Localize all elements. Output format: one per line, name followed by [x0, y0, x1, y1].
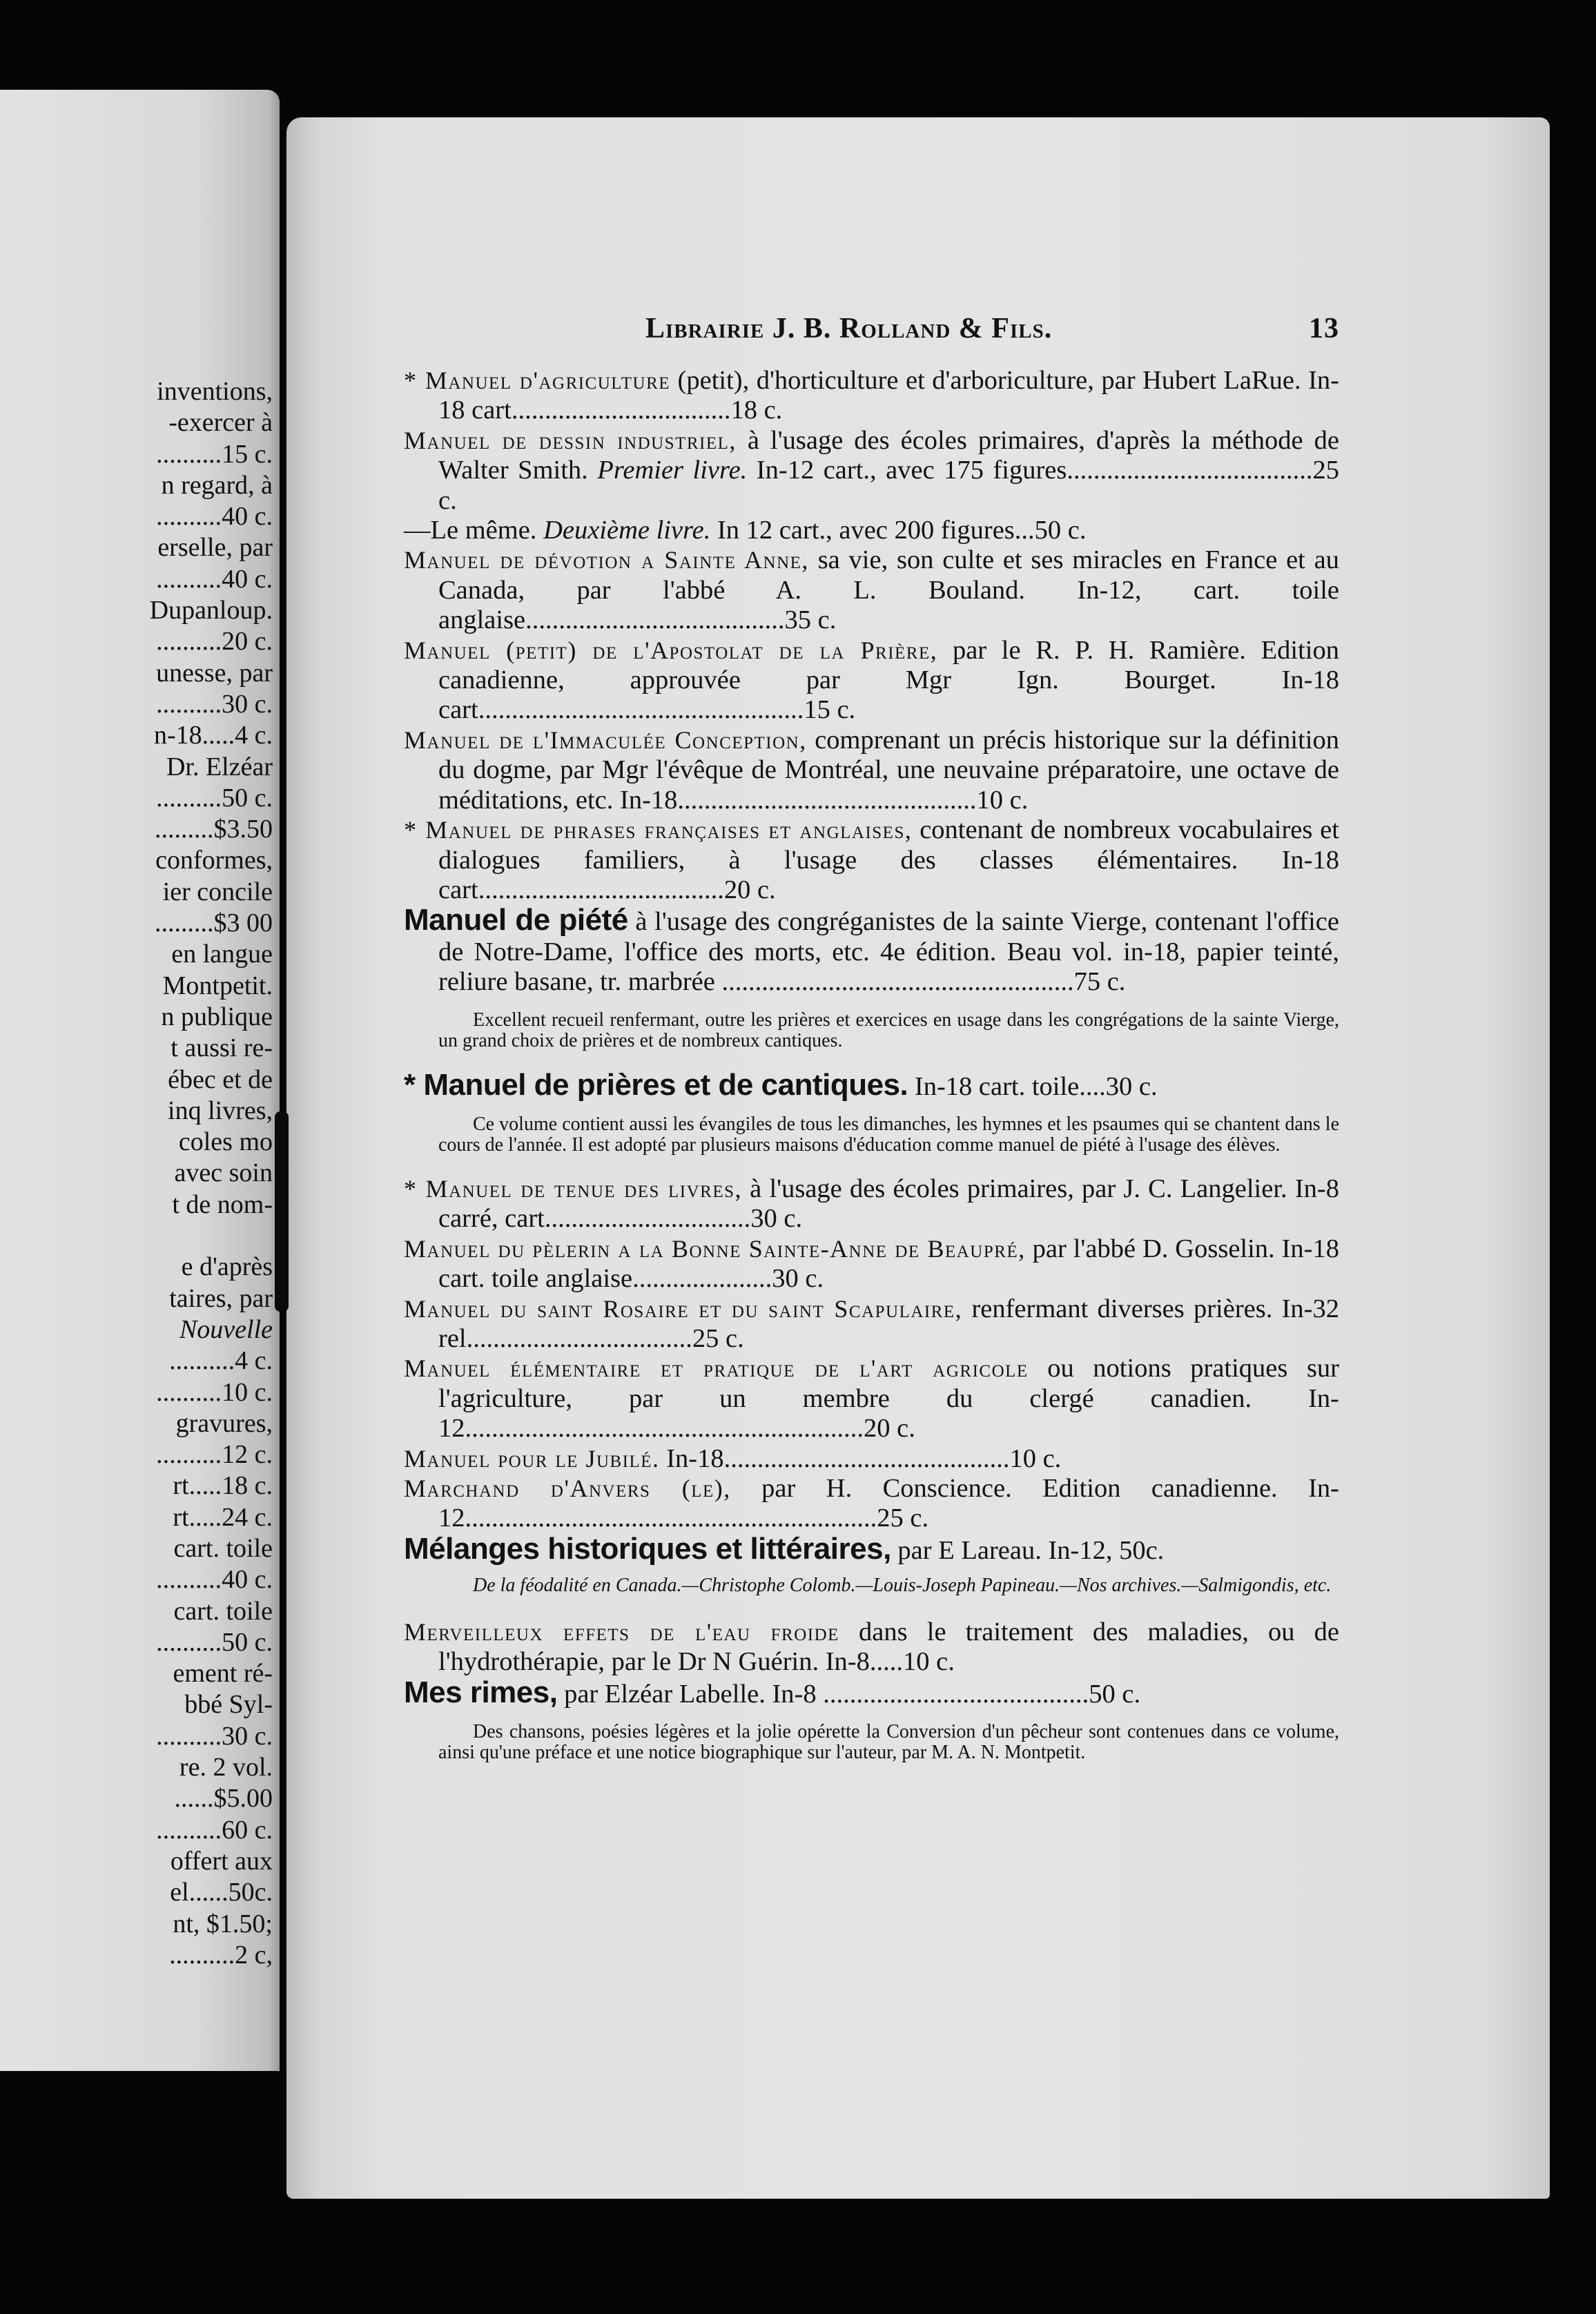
- left-page-line: bbé Syl-: [184, 1690, 273, 1720]
- left-page-line: cart. toile: [173, 1533, 273, 1563]
- catalogue-entry: [404, 1234, 1339, 1294]
- left-page-line: .........$3.50: [155, 815, 273, 844]
- left-page-line: ..........50 c.: [156, 783, 273, 813]
- entry-text: In 12 cart., avec 200 figures...50 c.: [710, 516, 1087, 545]
- entry-title: Manuel de l'Immaculée Conception,: [404, 726, 807, 754]
- left-page-line: coles mo: [178, 1127, 273, 1157]
- left-page-line: unesse, par: [156, 658, 273, 688]
- catalogue-entry: [404, 1531, 1339, 1566]
- left-page-line: ..........2 c,: [169, 1940, 273, 1970]
- catalogue-entry: [404, 1354, 1339, 1443]
- entry-note: Excellent recueil renfermant, outre les prières et exercices en usage dans les congrégations de la sainte Vierge, un grand choix de prières et de nombreux cantiques.: [438, 1009, 1339, 1052]
- entry-text: In-18...........................................10 c.: [659, 1443, 1062, 1473]
- left-page-line: Dr. Elzéar: [166, 752, 273, 781]
- catalogue-entry: [404, 1174, 1339, 1234]
- catalogue-entry: [404, 815, 1339, 905]
- left-page-line: en langue: [171, 940, 273, 969]
- running-header: [404, 314, 1339, 349]
- left-page-line: gravures,: [175, 1408, 273, 1438]
- entry-text: par le R. P. H. Ramière. Edition canadienne, approuvée par Mgr Ign. Bourget. In-18 cart.................................................15 c.: [438, 635, 1339, 725]
- left-page-text: [45, 376, 273, 1971]
- catalogue-entry: [404, 366, 1339, 426]
- entry-text: à l'usage des écoles primaires, d'après la méthode de Walter Smith.: [438, 425, 1339, 485]
- catalogue-entry: [404, 426, 1339, 516]
- left-page-line: ..........12 c.: [156, 1440, 273, 1470]
- entry-text: (petit), d'horticulture et d'arboriculture, par Hubert LaRue. In-18 cart.................................18 c.: [438, 366, 1340, 425]
- catalogue-entry: [404, 1067, 1339, 1102]
- left-page-line: inq livres,: [168, 1096, 273, 1125]
- left-page-line: ......$5.00: [174, 1784, 273, 1814]
- right-page-content: [404, 314, 1339, 1782]
- entry-title: Manuel de dessin industriel,: [404, 426, 737, 454]
- catalogue-entry: [404, 1294, 1339, 1354]
- left-page-line: ..........30 c.: [156, 1721, 273, 1751]
- left-page-line: n publique: [161, 1002, 273, 1031]
- catalogue-entry: [404, 545, 1339, 635]
- left-page-line: nt, $1.50;: [173, 1909, 273, 1938]
- entry-title: Manuel pour le Jubilé.: [404, 1444, 660, 1472]
- entry-title: Manuel de dévotion a Sainte Anne,: [404, 546, 809, 574]
- left-page-line: t aussi re-: [171, 1033, 273, 1063]
- entry-note: De la féodalité en Canada.—Christophe Colomb.—Louis-Joseph Papineau.—Nos archives.—Salmigondis, etc.: [473, 1575, 1332, 1597]
- entry-title: * Manuel d'agriculture: [404, 367, 671, 394]
- left-page-line: ier concile: [162, 877, 273, 906]
- left-page-line: e d'après: [181, 1252, 273, 1282]
- left-page-line: .........$3 00: [155, 908, 273, 938]
- left-page-line: Dupanloup.: [149, 596, 273, 625]
- left-page-line: ..........20 c.: [156, 627, 273, 657]
- catalogue-entries: [404, 366, 1339, 1764]
- left-page-line: erselle, par: [157, 533, 273, 563]
- left-page-line: ..........40 c.: [156, 502, 273, 532]
- left-page-line: ement ré-: [173, 1659, 273, 1689]
- entry-text: —Le même.: [404, 516, 544, 545]
- left-page-line: inventions,: [157, 377, 273, 406]
- entry-text: par E Lareau. In-12, 50c.: [891, 1535, 1165, 1565]
- left-page-line: offert aux: [170, 1846, 273, 1876]
- left-page-line: Montpetit.: [162, 971, 273, 1000]
- left-page-line: el......50c.: [170, 1878, 273, 1907]
- catalogue-entry: [404, 726, 1339, 815]
- binding-thread: [275, 1222, 289, 1312]
- entry-text: par Elzéar Labelle. In-8 ........................................50 c.: [557, 1679, 1141, 1709]
- entry-title: Marchand d'Anvers (le),: [404, 1475, 731, 1502]
- entry-title: Merveilleux effets de l'eau froide: [404, 1617, 839, 1646]
- entry-text: par H. Conscience. Edition canadienne. In-12..............................................................25 c.: [438, 1474, 1339, 1533]
- left-page-line: ..........50 c.: [156, 1627, 273, 1657]
- catalogue-entry: [404, 1617, 1339, 1678]
- entry-text: à l'usage des congréganistes de la sainte Vierge, contenant l'office de Notre-Dame, l'office des morts, etc. 4e édition. Beau vol. in-18, papier teinté, reliure basane, tr. marbrée .....................................................75 c.: [438, 907, 1339, 997]
- entry-title: * Manuel de phrases françaises et anglaises,: [404, 816, 913, 844]
- entry-text: dans le traitement des maladies, ou de l'hydrothérapie, par le Dr N Guérin. In-8.....10 c.: [438, 1617, 1340, 1677]
- entry-title: Manuel de piété: [404, 903, 628, 937]
- left-page-line: n regard, à: [161, 470, 273, 500]
- entry-title: Mélanges historiques et littéraires,: [404, 1531, 891, 1566]
- entry-title: * Manuel de prières et de cantiques.: [404, 1067, 908, 1102]
- entry-title: Manuel du saint Rosaire et du saint Scapulaire,: [404, 1294, 963, 1323]
- left-page-line: Nouvelle: [179, 1314, 273, 1344]
- entry-text: renfermant diverses prières. In-32 rel..................................25 c.: [438, 1294, 1339, 1353]
- left-page-line: ..........4 c.: [169, 1346, 273, 1376]
- entry-note: Des chansons, poésies légères et la jolie opérette la Conversion d'un pêcheur sont contenues dans ce volume, ainsi qu'une préface et une notice biographique sur l'auteur, par M. A. N. Montpetit.: [438, 1720, 1339, 1764]
- left-page-line: rt.....18 c.: [173, 1471, 273, 1501]
- left-page-line: ..........10 c.: [156, 1377, 273, 1407]
- entry-note: Ce volume contient aussi les évangiles de tous les dimanches, les hymnes et les psaumes qui se chantent dans le cours de l'année. Il est adopté par plusieurs maisons d'éducation comme manuel de piété à l'usage des élèves.: [438, 1113, 1339, 1156]
- entry-italic: Premier livre.: [597, 456, 748, 485]
- left-page-line: taires, par: [169, 1283, 273, 1313]
- left-page-line: ..........15 c.: [156, 439, 273, 469]
- entry-title: Mes rimes,: [404, 1675, 558, 1709]
- entry-title: Manuel élémentaire et pratique de l'art agricole: [404, 1354, 1029, 1383]
- catalogue-entry: [404, 1675, 1339, 1709]
- left-page-line: conformes,: [155, 846, 273, 875]
- entry-text: comprenant un précis historique sur la définition du dogme, par Mgr l'évêque de Montréal, une neuvaine préparatoire, une octave de méditations, etc. In-18.............................................10 c.: [438, 725, 1340, 815]
- left-page-line: re. 2 vol.: [179, 1753, 273, 1782]
- entry-text: In-12 cart., avec 175 figures.....................................25 c.: [438, 456, 1339, 515]
- entry-text: contenant de nombreux vocabulaires et dialogues familiers, à l'usage des classes élémentaires. In-18 cart.....................................20 c.: [438, 815, 1339, 904]
- left-page-line: n-18.....4 c.: [153, 721, 273, 750]
- left-page-line: ..........60 c.: [156, 1815, 273, 1845]
- entry-title: Manuel du pèlerin a la Bonne Sainte-Anne de Beaupré,: [404, 1234, 1026, 1263]
- left-page-line: -exercer à: [168, 408, 273, 438]
- entry-italic: Deuxième livre.: [543, 516, 711, 545]
- left-page-line: ébec et de: [168, 1064, 273, 1094]
- left-page-line: ..........30 c.: [156, 689, 273, 719]
- left-page-line: [45, 1221, 273, 1252]
- entry-text: à l'usage des écoles primaires, par J. C. Langelier. In-8 carré, cart...............................30 c.: [438, 1174, 1339, 1234]
- entry-text: In-18 cart. toile....30 c.: [908, 1071, 1158, 1101]
- catalogue-entry: [404, 1474, 1339, 1534]
- entry-text: sa vie, son culte et ses miracles en France et au Canada, par l'abbé A. L. Bouland. In-12, cart. toile anglaise.......................................35 c.: [438, 545, 1339, 635]
- left-page-line: rt.....24 c.: [173, 1502, 273, 1532]
- running-title: Librairie J. B. Rolland & Fils.: [645, 313, 1053, 344]
- entry-text: ou notions pratiques sur l'agriculture, par un membre du clergé canadien. In-12............................................................20 c.: [438, 1354, 1339, 1443]
- left-page-line: avec soin: [174, 1158, 273, 1188]
- entry-title: * Manuel de tenue des livres,: [404, 1174, 742, 1203]
- catalogue-entry: [404, 516, 1339, 545]
- entry-title: Manuel (petit) de l'Apostolat de la Prière,: [404, 636, 938, 664]
- left-page-line: cart. toile: [173, 1596, 273, 1626]
- catalogue-entry: [404, 1444, 1339, 1474]
- left-page-line: ..........40 c.: [156, 564, 273, 594]
- left-page-line: t de nom-: [172, 1189, 273, 1219]
- catalogue-entry: [404, 636, 1339, 726]
- catalogue-entry: [404, 905, 1339, 997]
- left-page-line: ..........40 c.: [156, 1565, 273, 1595]
- entry-text: par l'abbé D. Gosselin. In-18 cart. toile anglaise.....................30 c.: [438, 1234, 1339, 1294]
- page-number: 13: [1309, 313, 1339, 344]
